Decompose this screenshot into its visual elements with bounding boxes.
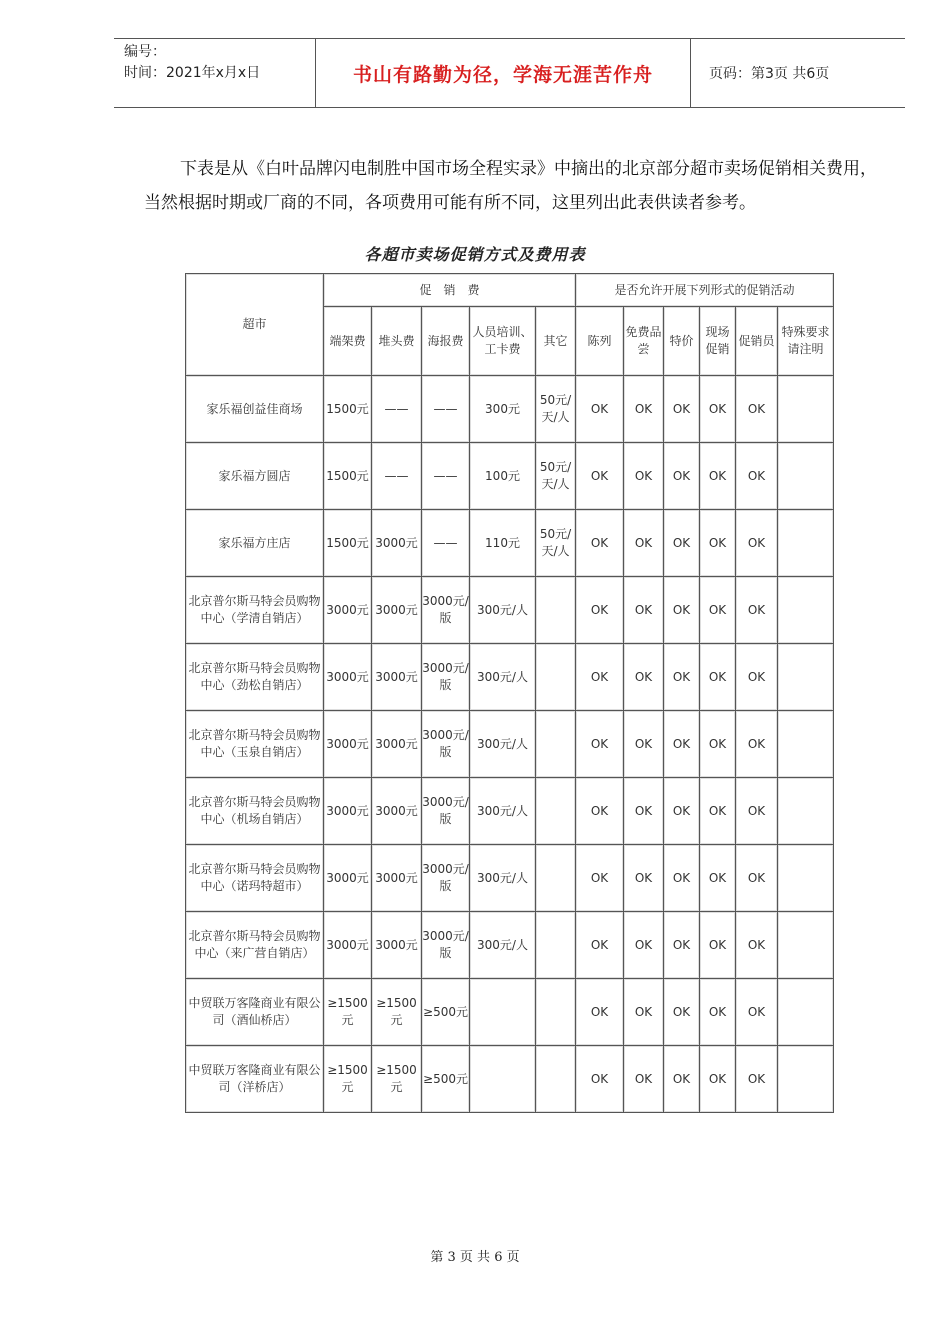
allow-cell: OK xyxy=(664,1046,700,1113)
fee-cell: ≥500元 xyxy=(422,1046,470,1113)
fee-cell: 3000元 xyxy=(324,912,372,979)
allow-col-header: 免费品尝 xyxy=(624,307,664,376)
fee-cell xyxy=(536,979,576,1046)
table-row xyxy=(186,778,834,845)
fee-cell: 300元/人 xyxy=(470,778,536,845)
allow-cell: OK xyxy=(700,443,736,510)
allow-cell: OK xyxy=(700,577,736,644)
allow-cell xyxy=(778,1046,834,1113)
allow-cell xyxy=(778,711,834,778)
store-name-cell: 中贸联万客隆商业有限公司（洋桥店） xyxy=(186,1046,324,1113)
fee-cell xyxy=(536,1046,576,1113)
fee-cell: 3000元/版 xyxy=(422,912,470,979)
promo-fee-table xyxy=(185,273,834,1113)
fee-cell xyxy=(536,912,576,979)
allow-cell: OK xyxy=(736,845,778,912)
allow-col-header: 现场促销 xyxy=(700,307,736,376)
fee-cell: 3000元 xyxy=(324,644,372,711)
allow-cell: OK xyxy=(576,443,624,510)
fee-cell: ≥1500元 xyxy=(372,979,422,1046)
store-name-cell: 北京普尔斯马特会员购物中心（来广营自销店） xyxy=(186,912,324,979)
allow-cell: OK xyxy=(664,912,700,979)
allow-cell: OK xyxy=(664,443,700,510)
allow-cell: OK xyxy=(664,376,700,443)
fee-cell: 1500元 xyxy=(324,510,372,577)
allow-cell: OK xyxy=(700,912,736,979)
fee-cell: 3000元/版 xyxy=(422,644,470,711)
allow-cell: OK xyxy=(624,979,664,1046)
fee-cell: 3000元 xyxy=(324,711,372,778)
allow-cell: OK xyxy=(624,644,664,711)
fee-col-header: 人员培训、工卡费 xyxy=(470,307,536,376)
allow-cell xyxy=(778,510,834,577)
allow-cell: OK xyxy=(700,845,736,912)
allow-cell: OK xyxy=(624,845,664,912)
table-row xyxy=(186,644,834,711)
allow-cell: OK xyxy=(664,778,700,845)
fee-cell: ≥500元 xyxy=(422,979,470,1046)
fee-cell: 3000元 xyxy=(372,577,422,644)
allow-cell: OK xyxy=(664,845,700,912)
allow-cell: OK xyxy=(700,979,736,1046)
allow-cell: OK xyxy=(664,577,700,644)
fee-col-header: 海报费 xyxy=(422,307,470,376)
allow-cell: OK xyxy=(664,979,700,1046)
allow-cell: OK xyxy=(624,376,664,443)
fee-cell: 110元 xyxy=(470,510,536,577)
allow-cell: OK xyxy=(700,376,736,443)
allow-col-header: 陈列 xyxy=(576,307,624,376)
store-name-cell: 北京普尔斯马特会员购物中心（学清自销店） xyxy=(186,577,324,644)
header-meta xyxy=(114,39,314,107)
fee-cell: 300元/人 xyxy=(470,644,536,711)
fee-cell: 3000元/版 xyxy=(422,577,470,644)
fee-cell: 3000元 xyxy=(372,644,422,711)
fee-cell: 3000元 xyxy=(372,510,422,577)
fee-cell: 300元 xyxy=(470,376,536,443)
intro-paragraph: 下表是从《白叶品牌闪电制胜中国市场全程实录》中摘出的北京部分超市卖场促销相关费用，当然根据时期或厂商的不同，各项费用可能有所不同，这里列出此表供读者参考。 xyxy=(144,159,877,213)
allow-cell: OK xyxy=(700,778,736,845)
store-name-cell: 家乐福方圆店 xyxy=(186,443,324,510)
table-caption: 各超市卖场促销方式及费用表 xyxy=(364,245,586,264)
table-row xyxy=(186,979,834,1046)
fee-cell xyxy=(536,711,576,778)
allow-cell xyxy=(778,912,834,979)
allow-cell: OK xyxy=(576,577,624,644)
table-row xyxy=(186,443,834,510)
table-row xyxy=(186,845,834,912)
fee-cell xyxy=(536,845,576,912)
allow-cell xyxy=(778,443,834,510)
allow-col-header: 特殊要求请注明 xyxy=(778,307,834,376)
allow-cell: OK xyxy=(576,979,624,1046)
group-header-fee: 促 销 费 xyxy=(324,274,576,307)
fee-cell xyxy=(470,1046,536,1113)
allow-cell: OK xyxy=(576,510,624,577)
allow-cell: OK xyxy=(624,912,664,979)
store-name-cell: 北京普尔斯马特会员购物中心（劲松自销店） xyxy=(186,644,324,711)
store-name-cell: 北京普尔斯马特会员购物中心（诺玛特超市） xyxy=(186,845,324,912)
allow-cell: OK xyxy=(624,711,664,778)
header-page-label xyxy=(699,39,905,107)
fee-cell: 3000元 xyxy=(324,845,372,912)
fee-cell: 300元/人 xyxy=(470,845,536,912)
fee-cell: 3000元 xyxy=(324,577,372,644)
fee-cell: 1500元 xyxy=(324,443,372,510)
allow-cell xyxy=(778,577,834,644)
fee-cell: 100元 xyxy=(470,443,536,510)
allow-cell: OK xyxy=(736,711,778,778)
fee-cell: 50元/天/人 xyxy=(536,510,576,577)
fee-cell: ≥1500元 xyxy=(324,1046,372,1113)
allow-cell: OK xyxy=(576,778,624,845)
fee-cell: 300元/人 xyxy=(470,912,536,979)
allow-cell: OK xyxy=(736,1046,778,1113)
fee-cell: ≥1500元 xyxy=(372,1046,422,1113)
allow-cell: OK xyxy=(664,711,700,778)
fee-cell xyxy=(536,778,576,845)
fee-cell: 3000元 xyxy=(372,711,422,778)
fee-cell: 300元/人 xyxy=(470,711,536,778)
fee-cell: —— xyxy=(372,443,422,510)
fee-cell: —— xyxy=(422,510,470,577)
fee-col-header: 堆头费 xyxy=(372,307,422,376)
time-label: 时间：2021年x月x日 xyxy=(124,65,261,81)
fee-cell: 1500元 xyxy=(324,376,372,443)
page-label-text: 页码：第3页 共6页 xyxy=(709,66,830,82)
allow-cell: OK xyxy=(576,1046,624,1113)
allow-cell: OK xyxy=(736,912,778,979)
allow-cell: OK xyxy=(576,644,624,711)
fee-cell: —— xyxy=(422,376,470,443)
fee-col-header: 端架费 xyxy=(324,307,372,376)
store-name-cell: 家乐福方庄店 xyxy=(186,510,324,577)
table-row xyxy=(186,1046,834,1113)
allow-cell: OK xyxy=(576,711,624,778)
header-motto: 书山有路勤为径，学海无涯苦作舟 xyxy=(315,39,691,107)
allow-cell xyxy=(778,979,834,1046)
fee-cell xyxy=(536,644,576,711)
fee-cell: 3000元 xyxy=(372,912,422,979)
allow-cell: OK xyxy=(624,443,664,510)
allow-cell: OK xyxy=(700,510,736,577)
page-header xyxy=(114,38,905,108)
fee-cell: 3000元/版 xyxy=(422,711,470,778)
table-row xyxy=(186,376,834,443)
allow-cell: OK xyxy=(736,644,778,711)
allow-cell: OK xyxy=(624,510,664,577)
fee-cell: 50元/天/人 xyxy=(536,443,576,510)
fee-cell: —— xyxy=(422,443,470,510)
fee-cell: 3000元/版 xyxy=(422,845,470,912)
table-header-row xyxy=(186,274,834,307)
fee-cell: —— xyxy=(372,376,422,443)
fee-cell: 3000元 xyxy=(324,778,372,845)
allow-col-header: 特价 xyxy=(664,307,700,376)
allow-cell xyxy=(778,845,834,912)
table-body xyxy=(186,274,834,1113)
fee-cell: 3000元/版 xyxy=(422,778,470,845)
serial-label: 编号： xyxy=(124,44,166,60)
fee-cell: ≥1500元 xyxy=(324,979,372,1046)
allow-cell: OK xyxy=(700,644,736,711)
allow-cell: OK xyxy=(736,443,778,510)
fee-cell xyxy=(536,577,576,644)
table-row xyxy=(186,577,834,644)
allow-cell: OK xyxy=(664,644,700,711)
allow-cell: OK xyxy=(576,912,624,979)
allow-cell: OK xyxy=(736,778,778,845)
allow-cell: OK xyxy=(700,711,736,778)
allow-cell: OK xyxy=(576,376,624,443)
store-name-cell: 中贸联万客隆商业有限公司（酒仙桥店） xyxy=(186,979,324,1046)
allow-cell: OK xyxy=(736,577,778,644)
allow-cell: OK xyxy=(664,510,700,577)
allow-cell: OK xyxy=(624,1046,664,1113)
allow-cell: OK xyxy=(624,778,664,845)
fee-cell: 3000元 xyxy=(372,845,422,912)
group-header-allow: 是否允许开展下列形式的促销活动 xyxy=(576,274,834,307)
allow-cell: OK xyxy=(624,577,664,644)
store-name-cell: 北京普尔斯马特会员购物中心（机场自销店） xyxy=(186,778,324,845)
col-header-market: 超市 xyxy=(186,274,324,376)
allow-cell: OK xyxy=(736,376,778,443)
table-row xyxy=(186,711,834,778)
fee-cell: 3000元 xyxy=(372,778,422,845)
allow-cell: OK xyxy=(736,510,778,577)
fee-cell xyxy=(470,979,536,1046)
page-footer: 第 3 页 共 6 页 xyxy=(430,1250,520,1265)
fee-cell: 50元/天/人 xyxy=(536,376,576,443)
allow-cell: OK xyxy=(576,845,624,912)
allow-col-header: 促销员 xyxy=(736,307,778,376)
allow-cell xyxy=(778,644,834,711)
table-row xyxy=(186,510,834,577)
allow-cell xyxy=(778,778,834,845)
allow-cell xyxy=(778,376,834,443)
store-name-cell: 家乐福创益佳商场 xyxy=(186,376,324,443)
allow-cell: OK xyxy=(700,1046,736,1113)
fee-cell: 300元/人 xyxy=(470,577,536,644)
fee-col-header: 其它 xyxy=(536,307,576,376)
table-row xyxy=(186,912,834,979)
allow-cell: OK xyxy=(736,979,778,1046)
store-name-cell: 北京普尔斯马特会员购物中心（玉泉自销店） xyxy=(186,711,324,778)
